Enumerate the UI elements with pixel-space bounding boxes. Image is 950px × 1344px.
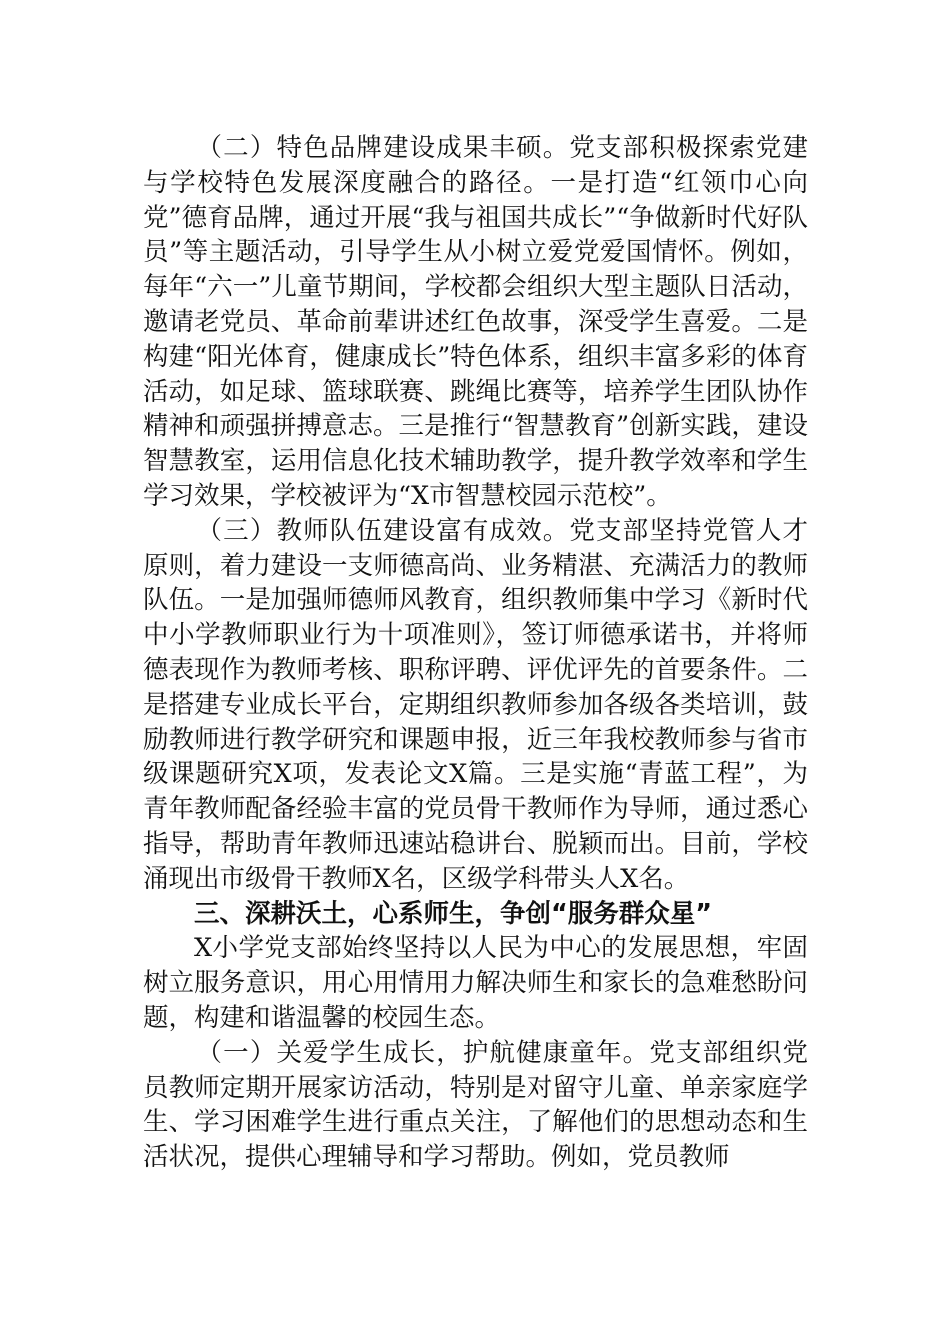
paragraph-student-care: （一）关爱学生成长，护航健康童年。党支部组织党员教师定期开展家访活动，特别是对留守儿童、单亲家庭学生、学习困难学生进行重点关注，了解他们的思想动态和生活状况，提供心理辅导和学习帮助。例如，党员教师 [143,1037,808,1173]
paragraph-featured-brand: （二）特色品牌建设成果丰硕。党支部积极探索党建与学校特色发展深度融合的路径。一是打造“红领巾心向党”德育品牌，通过开展“我与祖国共成长”“争做新时代好队员”等主题活动，引导学生从小树立爱党爱国情怀。例如，每年“六一”儿童节期间，学校都会组织大型主题队日活动，邀请老党员、革命前辈讲述红色故事，深受学生喜爱。二是构建“阳光体育，健康成长”特色体系，组织丰富多彩的体育活动，如足球、篮球联赛、跳绳比赛等，培养学生团队协作精神和顽强拼搏意志。三是推行“智慧教育”创新实践，建设智慧教室，运用信息化技术辅助教学，提升教学效率和学生学习效果，学校被评为“X市智慧校园示范校”。 [143,133,808,511]
section-heading-service: 三、深耕沃土，心系师生，争创“服务群众星” [194,898,713,929]
paragraph-teacher-team: （三）教师队伍建设富有成效。党支部坚持党管人才原则，着力建设一支师德高尚、业务精湛、充满活力的教师队伍。一是加强师德师风教育，组织教师集中学习《新时代中小学教师职业行为十项准则》，签订师德承诺书，并将师德表现作为教师考核、职称评聘、评优评先的首要条件。二是搭建专业成长平台，定期组织教师参加各级各类培训，鼓励教师进行教学研究和课题申报，近三年我校教师参与省市级课题研究X项，发表论文X篇。三是实施“青蓝工程”，为青年教师配备经验丰富的党员骨干教师作为导师，通过悉心指导，帮助青年教师迅速站稳讲台、脱颖而出。目前，学校涌现出市级骨干教师X名，区级学科带头人X名。 [143,515,808,894]
paragraph-service-intro: X小学党支部始终坚持以人民为中心的发展思想，牢固树立服务意识，用心用情用力解决师生和家长的急难愁盼问题，构建和谐温馨的校园生态。 [143,933,808,1033]
document-body [143,131,808,1175]
